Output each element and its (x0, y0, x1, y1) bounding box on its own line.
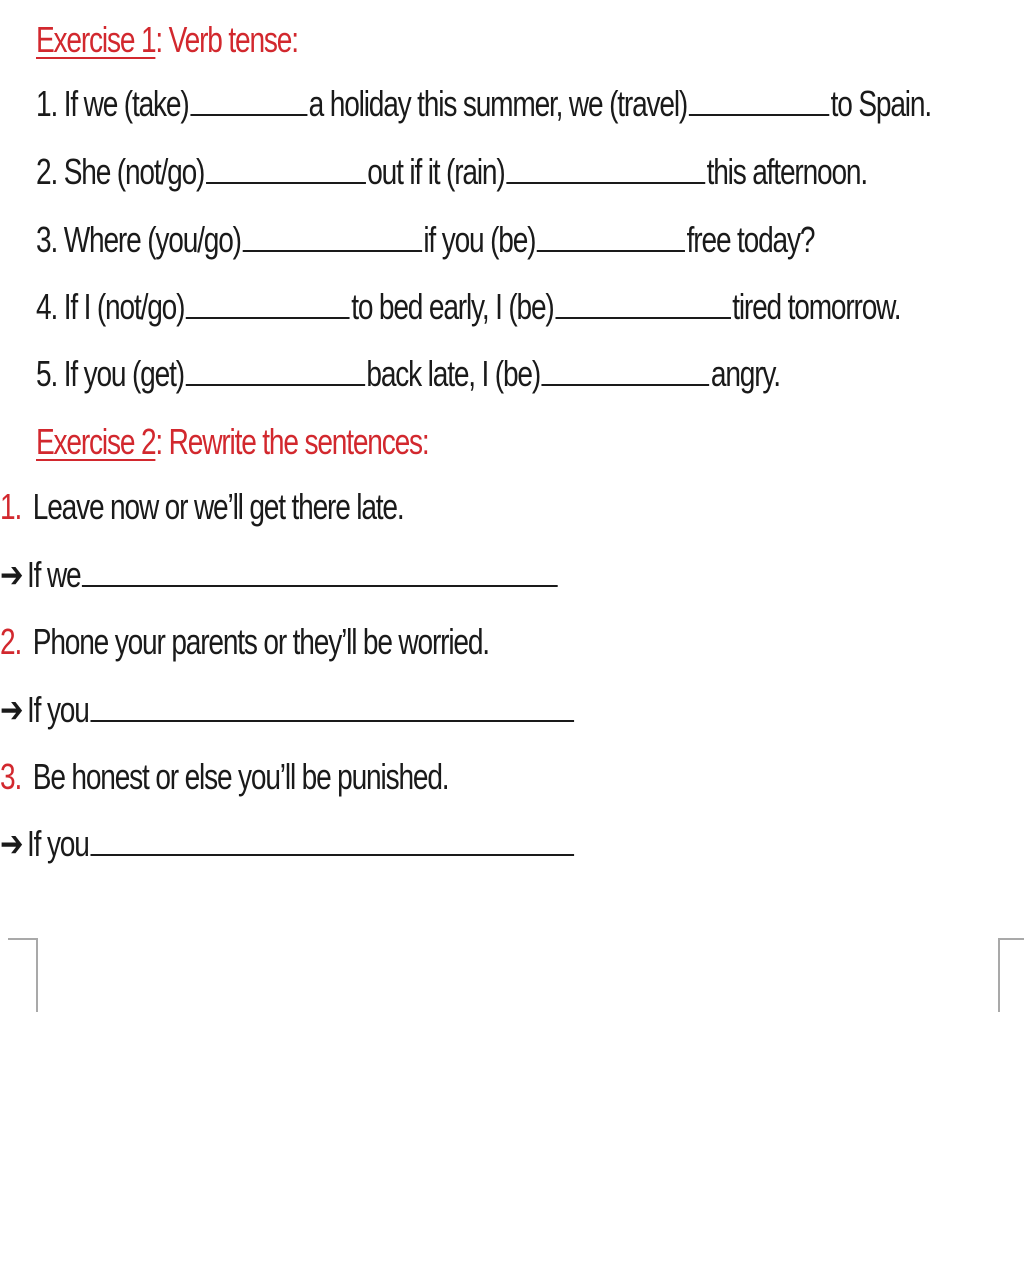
item-2-part-a: 2. She (not/go) (36, 151, 205, 192)
item-1-part-b: a holiday this summer, we (travel) (308, 83, 688, 124)
item-2-part-b: out if it (rain) (367, 151, 505, 192)
answer-blank[interactable] (537, 220, 685, 252)
arrow-icon: ➔ (0, 689, 23, 730)
answer-prompt: If we (27, 554, 81, 595)
item-sentence: Phone your parents or they’ll be worried. (32, 621, 489, 662)
exercise-1-item-4 (36, 285, 900, 329)
exercise-2-item-2 (0, 620, 489, 664)
item-3-part-c: free today? (686, 219, 815, 260)
answer-blank[interactable] (555, 287, 731, 319)
exercise-2-heading-suffix: : Rewrite the sentences: (155, 421, 429, 462)
answer-line[interactable] (90, 824, 574, 856)
answer-prompt: If you (27, 823, 89, 864)
item-sentence: Be honest or else you’ll be punished. (32, 756, 449, 797)
exercise-2-answer-1 (0, 553, 559, 597)
item-5-part-b: back late, I (be) (366, 353, 541, 394)
item-2-part-c: this afternoon. (706, 151, 867, 192)
exercise-2-heading-label: Exercise 2 (36, 421, 156, 462)
item-3-part-b: if you (be) (423, 219, 536, 260)
answer-line[interactable] (90, 690, 574, 722)
exercise-2-answer-3 (0, 822, 575, 866)
exercise-2-answer-2 (0, 688, 575, 732)
answer-line[interactable] (82, 555, 558, 587)
item-number: 2. (0, 621, 22, 662)
item-4-part-a: 4. If I (not/go) (36, 286, 185, 327)
answer-blank[interactable] (186, 287, 350, 319)
exercise-1-heading (36, 18, 298, 62)
answer-blank[interactable] (506, 152, 705, 184)
answer-blank[interactable] (242, 220, 421, 252)
item-4-part-c: tired tomorrow. (732, 286, 901, 327)
exercise-1-item-5 (36, 352, 780, 396)
item-1-part-a: 1. If we (take) (36, 83, 189, 124)
item-sentence: Leave now or we’ll get there late. (32, 486, 404, 527)
exercise-2-heading (36, 420, 429, 464)
exercise-1-item-1 (36, 82, 931, 126)
item-5-part-a: 5. If you (get) (36, 353, 184, 394)
answer-blank[interactable] (542, 354, 710, 386)
exercise-2-item-3 (0, 755, 448, 799)
item-number: 3. (0, 756, 22, 797)
answer-blank[interactable] (206, 152, 366, 184)
answer-blank[interactable] (185, 354, 364, 386)
item-5-part-c: angry. (710, 353, 780, 394)
exercise-1-item-2 (36, 150, 867, 194)
exercise-1-item-3 (36, 218, 814, 262)
page-margin-corner-right (998, 938, 1024, 1012)
arrow-icon: ➔ (0, 823, 23, 864)
answer-prompt: If you (27, 689, 89, 730)
item-number: 1. (0, 486, 22, 527)
item-3-part-a: 3. Where (you/go) (36, 219, 241, 260)
answer-blank[interactable] (689, 84, 829, 116)
page-margin-corner-left (8, 938, 38, 1012)
exercise-1-heading-label: Exercise 1 (36, 19, 156, 60)
arrow-icon: ➔ (0, 554, 23, 595)
answer-blank[interactable] (190, 84, 307, 116)
item-4-part-b: to bed early, I (be) (351, 286, 554, 327)
exercise-1-heading-suffix: : Verb tense: (155, 19, 298, 60)
item-1-part-c: to Spain. (830, 83, 931, 124)
exercise-2-item-1 (0, 485, 404, 529)
